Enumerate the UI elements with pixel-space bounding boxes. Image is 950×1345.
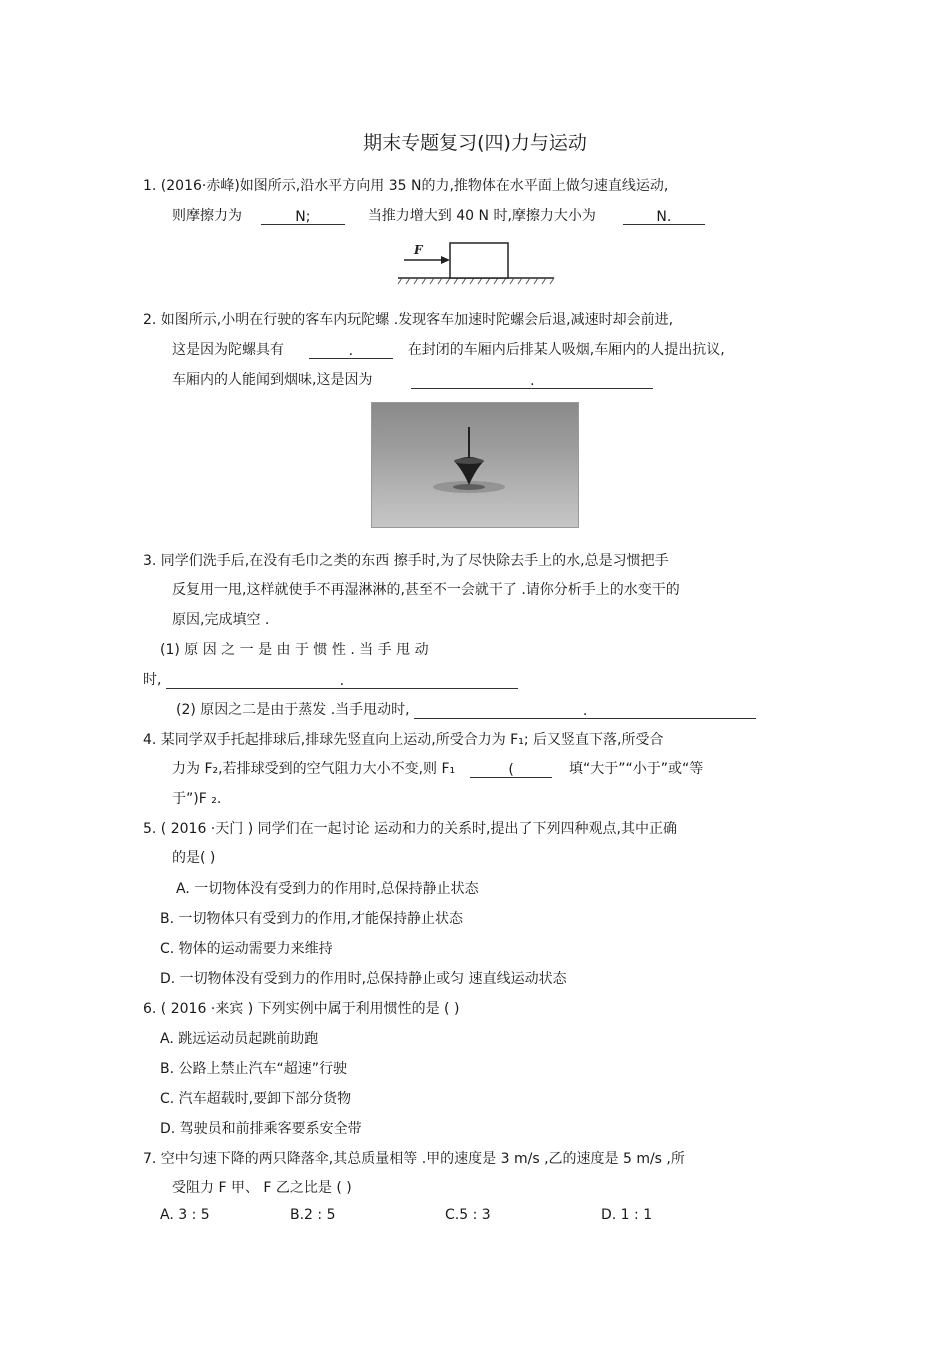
question-3-sub-1-text: 时,: [143, 672, 162, 688]
question-2-text-b: 在封闭的车厢内后排某人吸烟,车厢内的人提出抗议,: [407, 342, 725, 358]
question-2-blank-2[interactable]: .: [411, 373, 653, 389]
question-3-line-2: 反复用一甩,这样就使手不再湿淋淋的,甚至不一会就干了 .请你分析手上的水变干的: [172, 582, 680, 598]
question-3-line-1: 3. 同学们洗手后,在没有毛巾之类的东西 擦手时,为了尽快除去手上的水,总是习惯把手: [143, 553, 669, 569]
question-1-line-1: 1. (2016·赤峰)如图所示,沿水平方向用 35 N的力,推物体在水平面上做匀速直线运动,: [143, 178, 669, 194]
question-4-text-a: 力为 F₂,若排球受到的空气阻力大小不变,则 F₁: [172, 761, 456, 777]
question-6-option-c[interactable]: C. 汽车超载时,要卸下部分货物: [160, 1091, 352, 1107]
question-7-option-d[interactable]: D. 1 : 1: [601, 1207, 653, 1223]
question-4-line-3: 于”)F ₂.: [172, 791, 222, 807]
question-4-line-2: [172, 758, 703, 778]
spinning-top-icon: [372, 403, 578, 527]
question-5-option-b[interactable]: B. 一切物体只有受到力的作用,才能保持静止状态: [160, 911, 463, 927]
question-2-text-c: 车厢内的人能闻到烟味,这是因为: [172, 372, 373, 388]
question-1-text-a: 则摩擦力为: [172, 208, 242, 224]
question-1-blank-2[interactable]: N.: [623, 209, 705, 225]
question-7-line-1: 7. 空中匀速下降的两只降落伞,其总质量相等 .甲的速度是 3 m/s ,乙的速度是 5 m/s ,所: [143, 1151, 685, 1167]
question-3-line-3: 原因,完成填空 .: [172, 612, 270, 628]
question-2-line-3: [172, 369, 653, 389]
question-1-blank-1[interactable]: N;: [261, 209, 345, 225]
question-7-option-c[interactable]: C.5 : 3: [445, 1207, 491, 1223]
question-3-blank-1[interactable]: .: [166, 673, 518, 689]
question-5-option-a[interactable]: A. 一切物体没有受到力的作用时,总保持静止状态: [176, 881, 479, 897]
question-2-blank-1[interactable]: .: [309, 343, 393, 359]
question-6-option-a[interactable]: A. 跳远运动员起跳前助跑: [160, 1031, 319, 1047]
question-6-line-1: 6. ( 2016 ·来宾 ) 下列实例中属于利用惯性的是 ( ): [143, 1001, 460, 1017]
question-3-blank-2[interactable]: .: [414, 703, 756, 719]
question-5-line-2: 的是( ): [172, 850, 216, 866]
question-2-line-2: [172, 339, 725, 359]
question-3-sub-2-line: [176, 699, 756, 719]
question-7-line-2: 受阻力 F 甲、 F 乙之比是 ( ): [172, 1180, 352, 1196]
page-title: 期末专题复习(四)力与运动: [363, 132, 587, 154]
question-2-text-a: 这是因为陀螺具有: [172, 342, 284, 358]
question-6-option-d[interactable]: D. 驾驶员和前排乘客要系安全带: [160, 1121, 362, 1137]
question-6-option-b[interactable]: B. 公路上禁止汽车“超速”行驶: [160, 1061, 348, 1077]
question-7-option-b[interactable]: B.2 : 5: [290, 1207, 336, 1223]
question-4-blank[interactable]: (: [470, 762, 552, 778]
question-5-option-d[interactable]: D. 一切物体没有受到力的作用时,总保持静止或匀 速直线运动状态: [160, 971, 567, 987]
block-force-diagram: [396, 238, 556, 288]
spinning-top-photo: [371, 402, 579, 528]
question-3-sub-2-text: (2) 原因之二是由于蒸发 .当手甩动时,: [176, 702, 410, 718]
question-7-option-a[interactable]: A. 3 : 5: [160, 1207, 210, 1223]
question-5-line-1: 5. ( 2016 ·天门 ) 同学们在一起讨论 运动和力的关系时,提出了下列四种观点,其中正确: [143, 821, 677, 837]
question-4-text-b: 填“大于”“小于”或“等: [568, 761, 704, 777]
question-3-sub-1-line-1: (1) 原 因 之 一 是 由 于 惯 性 . 当 手 甩 动: [160, 642, 429, 658]
question-3-sub-1-line-2: [143, 669, 518, 689]
block-box: [450, 243, 508, 278]
force-arrow-head: [441, 256, 450, 264]
question-2-line-1: 2. 如图所示,小明在行驶的客车内玩陀螺 .发现客车加速时陀螺会后退,减速时却会前进,: [143, 312, 674, 328]
question-5-option-c[interactable]: C. 物体的运动需要力来维持: [160, 941, 333, 957]
force-label: F: [414, 243, 423, 257]
question-1-text-b: 当推力增大到 40 N 时,摩擦力大小为: [367, 208, 596, 224]
question-1-line-2: [172, 205, 705, 225]
question-4-line-1: 4. 某同学双手托起排球后,排球先竖直向上运动,所受合力为 F₁; 后又竖直下落,所受合: [143, 732, 664, 748]
